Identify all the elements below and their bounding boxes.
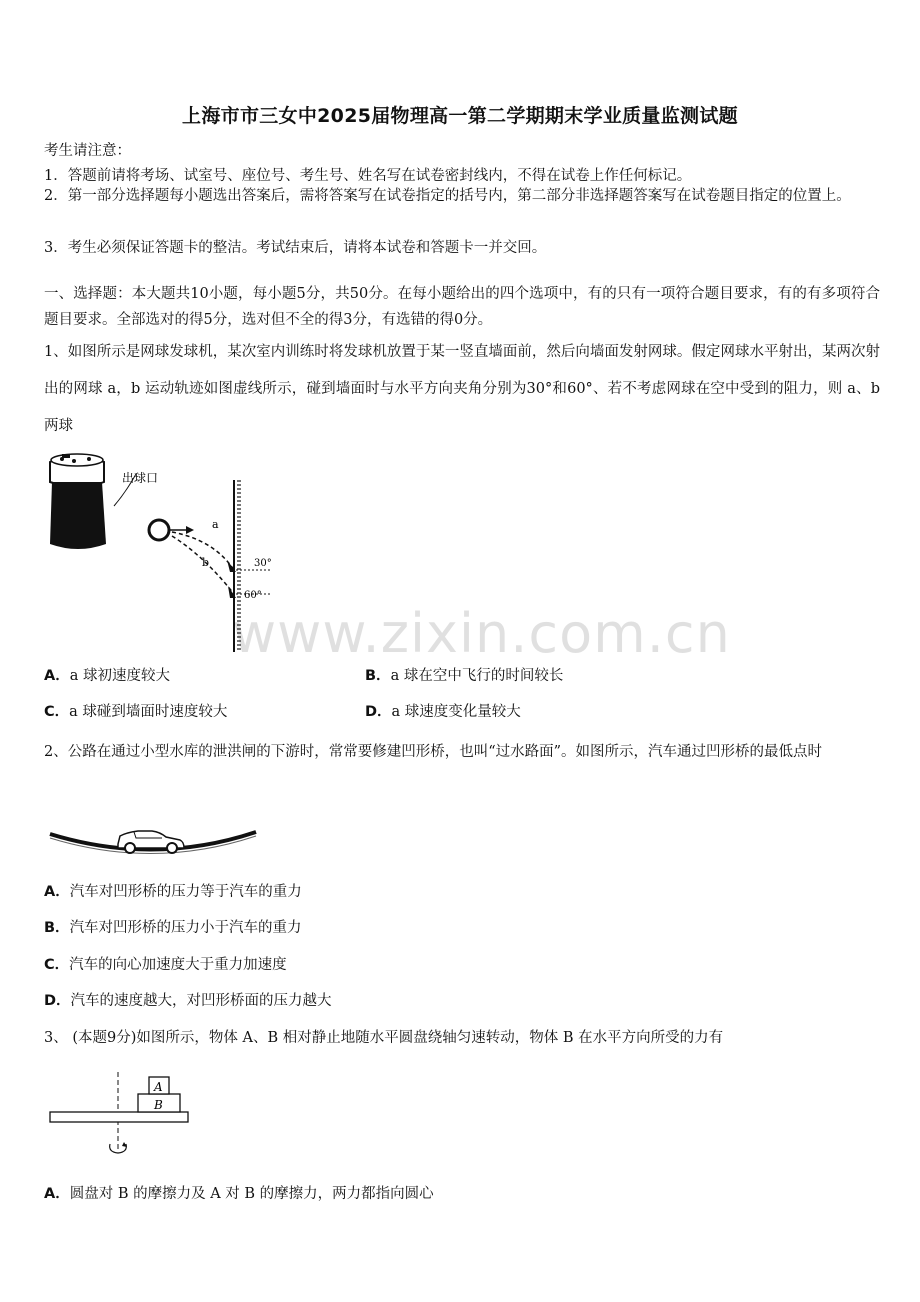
block-b-label: B xyxy=(154,1098,163,1112)
option-letter: A． xyxy=(44,668,70,684)
notice-item: 1．答题前请将考场、试室号、座位号、考生号、姓名写在试卷密封线内，不得在试卷上作任何标记。 xyxy=(44,168,692,184)
option-letter: D． xyxy=(365,704,392,720)
option-text: a 球碰到墙面时速度较大 xyxy=(69,704,228,720)
angle-30: 30° xyxy=(254,558,272,569)
q3-option-a xyxy=(44,1182,434,1203)
notice-item: 2．第一部分选择题每小题选出答案后，需将答案写在试卷指定的括号内，第二部分非选择题答案写在试卷题目指定的位置上。 xyxy=(44,188,851,204)
page-title: 上海市市三女中2025届物理高一第二学期期末学业质量监测试题 xyxy=(182,105,738,127)
option-text: 汽车的向心加速度大于重力加速度 xyxy=(69,957,287,973)
option-letter: C． xyxy=(44,704,70,720)
q2-option-d xyxy=(44,989,332,1010)
rotating-disk-figure xyxy=(46,1070,196,1162)
launcher-machine xyxy=(50,454,106,549)
option-letter: A． xyxy=(44,884,70,900)
question-3-stem: 3、 (本题9分)如图所示，物体 A、B 相对静止地随水平圆盘绕轴匀速转动，物体 B 在水平方向所受的力有 xyxy=(44,1030,724,1046)
angle-60: 60° xyxy=(244,590,262,601)
block-a-label: A xyxy=(154,1080,163,1094)
concave-bridge-figure xyxy=(48,820,260,860)
option-text: 汽车对凹形桥的压力小于汽车的重力 xyxy=(69,920,302,936)
q1-option-b xyxy=(365,664,563,685)
q1-option-a xyxy=(44,664,170,685)
section-heading: 一、选择题：本大题共10小题，每小题5分，共50分。在每小题给出的四个选项中，有的只有一项符合题目要求，有的有多项符合题目要求。全部选对的得5分，选对但不全的得3分，有选错的得0分。 xyxy=(44,286,880,328)
notice-item: 3．考生必须保证答题卡的整洁。考试结束后，请将本试卷和答题卡一并交回。 xyxy=(44,240,547,256)
q2-option-b xyxy=(44,916,302,937)
option-text: a 球速度变化量较大 xyxy=(391,704,521,720)
question-2-stem: 2、公路在通过小型水库的泄洪闸的下游时，常常要修建凹形桥，也叫“过水路面”。如图所示，汽车通过凹形桥的最低点时 xyxy=(44,744,823,760)
option-letter: A． xyxy=(44,1186,70,1202)
disk xyxy=(50,1112,188,1122)
label-b: b xyxy=(202,556,210,569)
q1-option-c xyxy=(44,700,227,721)
option-letter: C． xyxy=(44,957,70,973)
watermark: www.zixin.com.cn xyxy=(232,602,731,665)
option-text: 汽车对凹形桥的压力等于汽车的重力 xyxy=(69,884,302,900)
option-letter: B． xyxy=(44,920,70,936)
q1-option-d xyxy=(365,700,521,721)
q2-option-c xyxy=(44,953,287,974)
option-text: 汽车的速度越大，对凹形桥面的压力越大 xyxy=(70,993,332,1009)
option-text: 圆盘对 B 的摩擦力及 A 对 B 的摩擦力，两力都指向圆心 xyxy=(69,1186,434,1202)
option-letter: D． xyxy=(44,993,71,1009)
notice-heading: 考生请注意： xyxy=(44,143,131,159)
outlet-label: 出球口 xyxy=(122,471,159,485)
q2-option-a xyxy=(44,880,302,901)
ball xyxy=(149,520,169,540)
option-text: a 球初速度较大 xyxy=(69,668,170,684)
question-1-stem: 1、如图所示是网球发球机，某次室内训练时将发球机放置于某一竖直墙面前，然后向墙面发射网球。假定网球水平射出，某两次射出的网球 a，b 运动轨迹如图虚线所示，碰到墙面时与水平方向夹角分别为30°和60°、若不考虑网球在空中受到的阻力，则 a、b 两球 xyxy=(44,344,880,434)
option-text: a 球在空中飞行的时间较长 xyxy=(390,668,564,684)
option-letter: B． xyxy=(365,668,391,684)
label-a: a xyxy=(212,518,219,531)
